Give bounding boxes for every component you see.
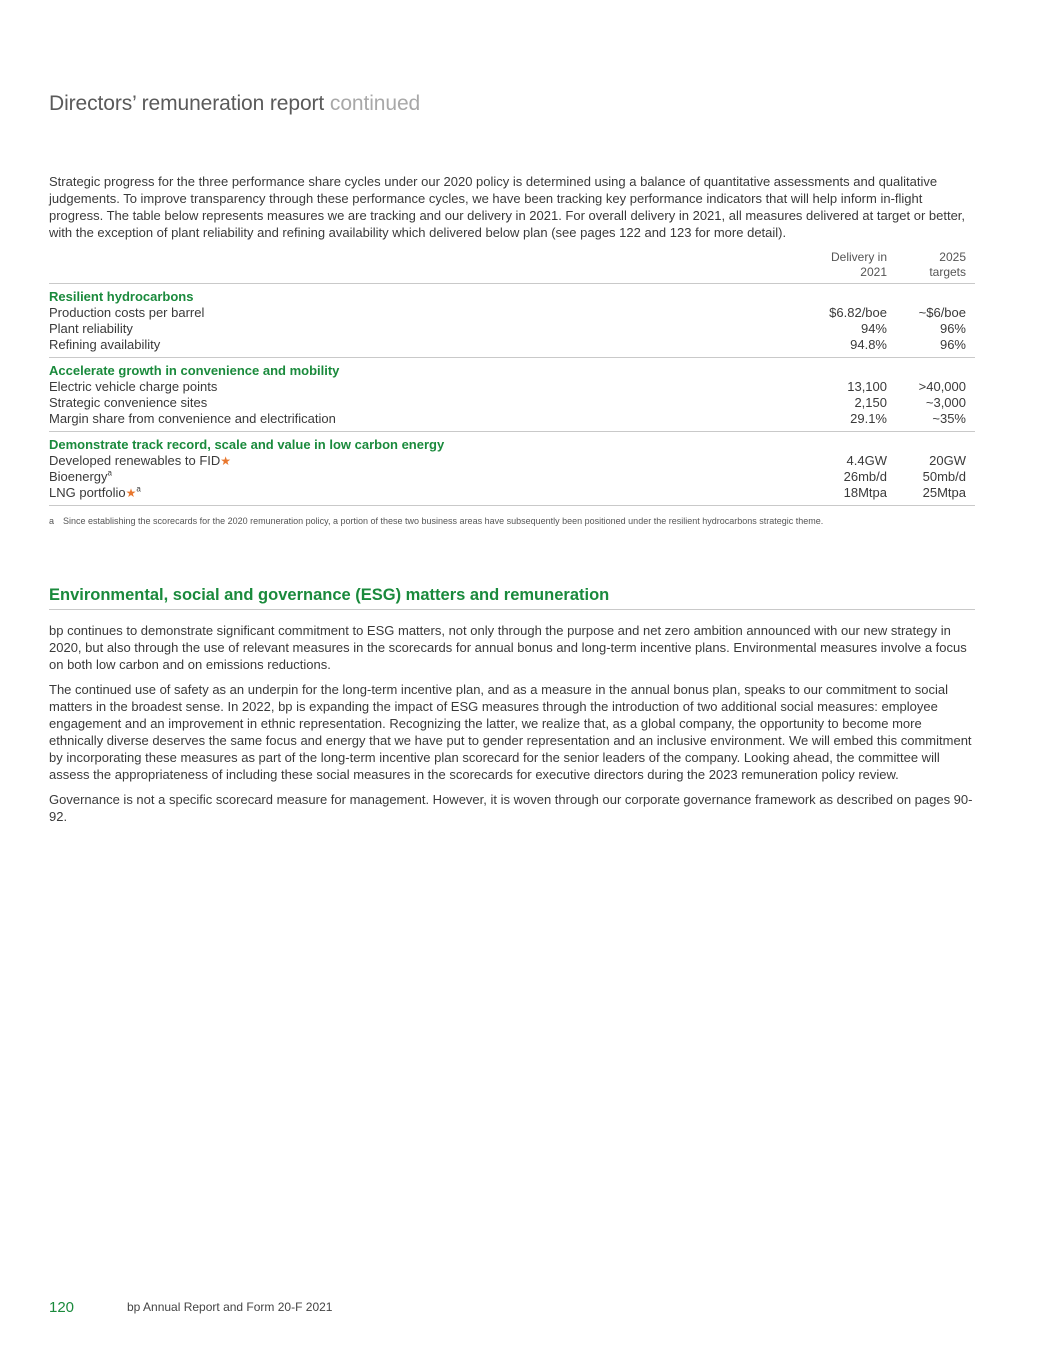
row-target: 96%: [939, 321, 966, 336]
row-target: ~3,000: [925, 395, 966, 410]
header-delivery-line1: Delivery in: [830, 250, 887, 264]
page-title-suffix: continued: [329, 92, 421, 115]
footnote-marker: a: [49, 516, 55, 526]
esg-paragraph: Governance is not a specific scorecard measure for management. However, it is woven through our corporate governance framework as described on pages 90-92.: [49, 792, 973, 824]
row-target: 50mb/d: [922, 469, 966, 484]
page-number: 120: [49, 1299, 75, 1316]
row-label: Strategic convenience sites: [49, 395, 208, 410]
section-title: Resilient hydrocarbons: [49, 289, 194, 304]
kpi-table: [49, 250, 975, 506]
table-row: [49, 485, 975, 506]
intro-paragraph: Strategic progress for the three performance share cycles under our 2020 policy is determined using a balance of quantitative assessments and qualitative judgements. To improve transparency through these performance cycles, we have been tracking key performance indicators that will help inform in-flight progress. The table below represents measures we are tracking and our delivery in 2021. For overall delivery in 2021, all measures delivered at target or better, with the exception of plant reliability and refining availability which delivered below plan (see pages 122 and 123 for more detail).: [49, 174, 966, 240]
table-row: [49, 305, 975, 321]
table-row: [49, 469, 975, 485]
row-delivery: 13,100: [847, 379, 887, 394]
footnote: [49, 516, 823, 526]
row-target: 25Mtpa: [896, 485, 975, 506]
row-delivery: 4.4GW: [846, 453, 887, 468]
row-delivery: 94%: [860, 321, 887, 336]
header-targets-2025: [896, 250, 975, 284]
row-delivery: 26mb/d: [843, 469, 887, 484]
row-delivery: 18Mtpa: [767, 485, 896, 506]
table-row: [49, 395, 975, 411]
star-icon: ★: [220, 454, 232, 468]
row-delivery: $6.82/boe: [829, 305, 887, 320]
row-label-cell: [49, 453, 767, 469]
row-delivery: 94.8%: [767, 337, 896, 358]
section-heading: [49, 358, 975, 380]
table-row: [49, 379, 975, 395]
section-title: Accelerate growth in convenience and mobility: [49, 363, 340, 378]
footnote-ref: a: [136, 484, 141, 494]
row-label: Bioenergy: [49, 469, 108, 484]
header-target-line1: 2025: [939, 250, 966, 264]
page-title: [49, 92, 420, 116]
row-label: Refining availability: [49, 337, 767, 358]
row-label-cell: [49, 485, 767, 506]
row-label: Developed renewables to FID: [49, 453, 221, 468]
table-row: [49, 321, 975, 337]
row-label: LNG portfolio: [49, 485, 126, 500]
row-label: Electric vehicle charge points: [49, 379, 218, 394]
table-row: [49, 337, 975, 358]
esg-paragraph: bp continues to demonstrate significant commitment to ESG matters, not only through the purpose and net zero ambition announced with our new strategy in 2020, but also through the use of relevant measures in the scorecards for annual bonus and long-term incentive plans. Environmental measures involve a focus on both low carbon and on emissions reductions.: [49, 623, 967, 672]
row-label: Margin share from convenience and electrification: [49, 411, 767, 432]
esg-section-body: [49, 622, 974, 833]
section-title: Demonstrate track record, scale and value in low carbon energy: [49, 437, 445, 452]
header-target-line2: targets: [929, 265, 966, 279]
document-name: bp Annual Report and Form 20-F 2021: [127, 1300, 333, 1314]
row-target: >40,000: [918, 379, 966, 394]
table-row: [49, 453, 975, 469]
esg-section-heading: Environmental, social and governance (ESG) matters and remuneration: [49, 586, 975, 610]
row-delivery: 29.1%: [767, 411, 896, 432]
section-heading: [49, 432, 975, 454]
row-label-cell: [49, 469, 767, 485]
header-delivery-line2: 2021: [860, 265, 887, 279]
row-target: 20GW: [929, 453, 966, 468]
row-target: 96%: [896, 337, 975, 358]
section-heading: [49, 284, 975, 306]
row-target: ~35%: [896, 411, 975, 432]
footnote-ref: a: [107, 468, 112, 478]
header-delivery-2021: [767, 250, 896, 284]
table-row: [49, 411, 975, 432]
footnote-text: Since establishing the scorecards for the 2020 remuneration policy, a portion of these two business areas have subsequently been positioned under the resilient hydrocarbons strategic theme.: [63, 516, 824, 526]
header-measure: [49, 250, 767, 284]
row-target: ~$6/boe: [918, 305, 966, 320]
kpi-table-header: [49, 250, 975, 284]
row-label: Plant reliability: [49, 321, 133, 336]
page-title-text: Directors’ remuneration report: [49, 92, 325, 115]
star-icon: ★: [125, 486, 137, 500]
esg-paragraph: The continued use of safety as an underpin for the long-term incentive plan, and as a measure in the annual bonus plan, speaks to our commitment to social matters in the broadest sense. In 2022, bp is expanding the impact of ESG measures through the introduction of two additional social measures: employee engagement and an improvement in ethnic representation. Recognizing the latter, we realize that, as a global company, the opportunity to become more ethnically diverse deserves the same focus and energy that we have put to gender representation and an inclusive environment. We will embed this commitment by incorporating these measures as part of the long-term incentive plan scorecard for the senior leaders of the company. Looking ahead, the committee will assess the appropriateness of including these social measures in the scorecards for executive directors during the 2023 remuneration policy review.: [49, 682, 972, 782]
row-label: Production costs per barrel: [49, 305, 205, 320]
row-delivery: 2,150: [854, 395, 887, 410]
